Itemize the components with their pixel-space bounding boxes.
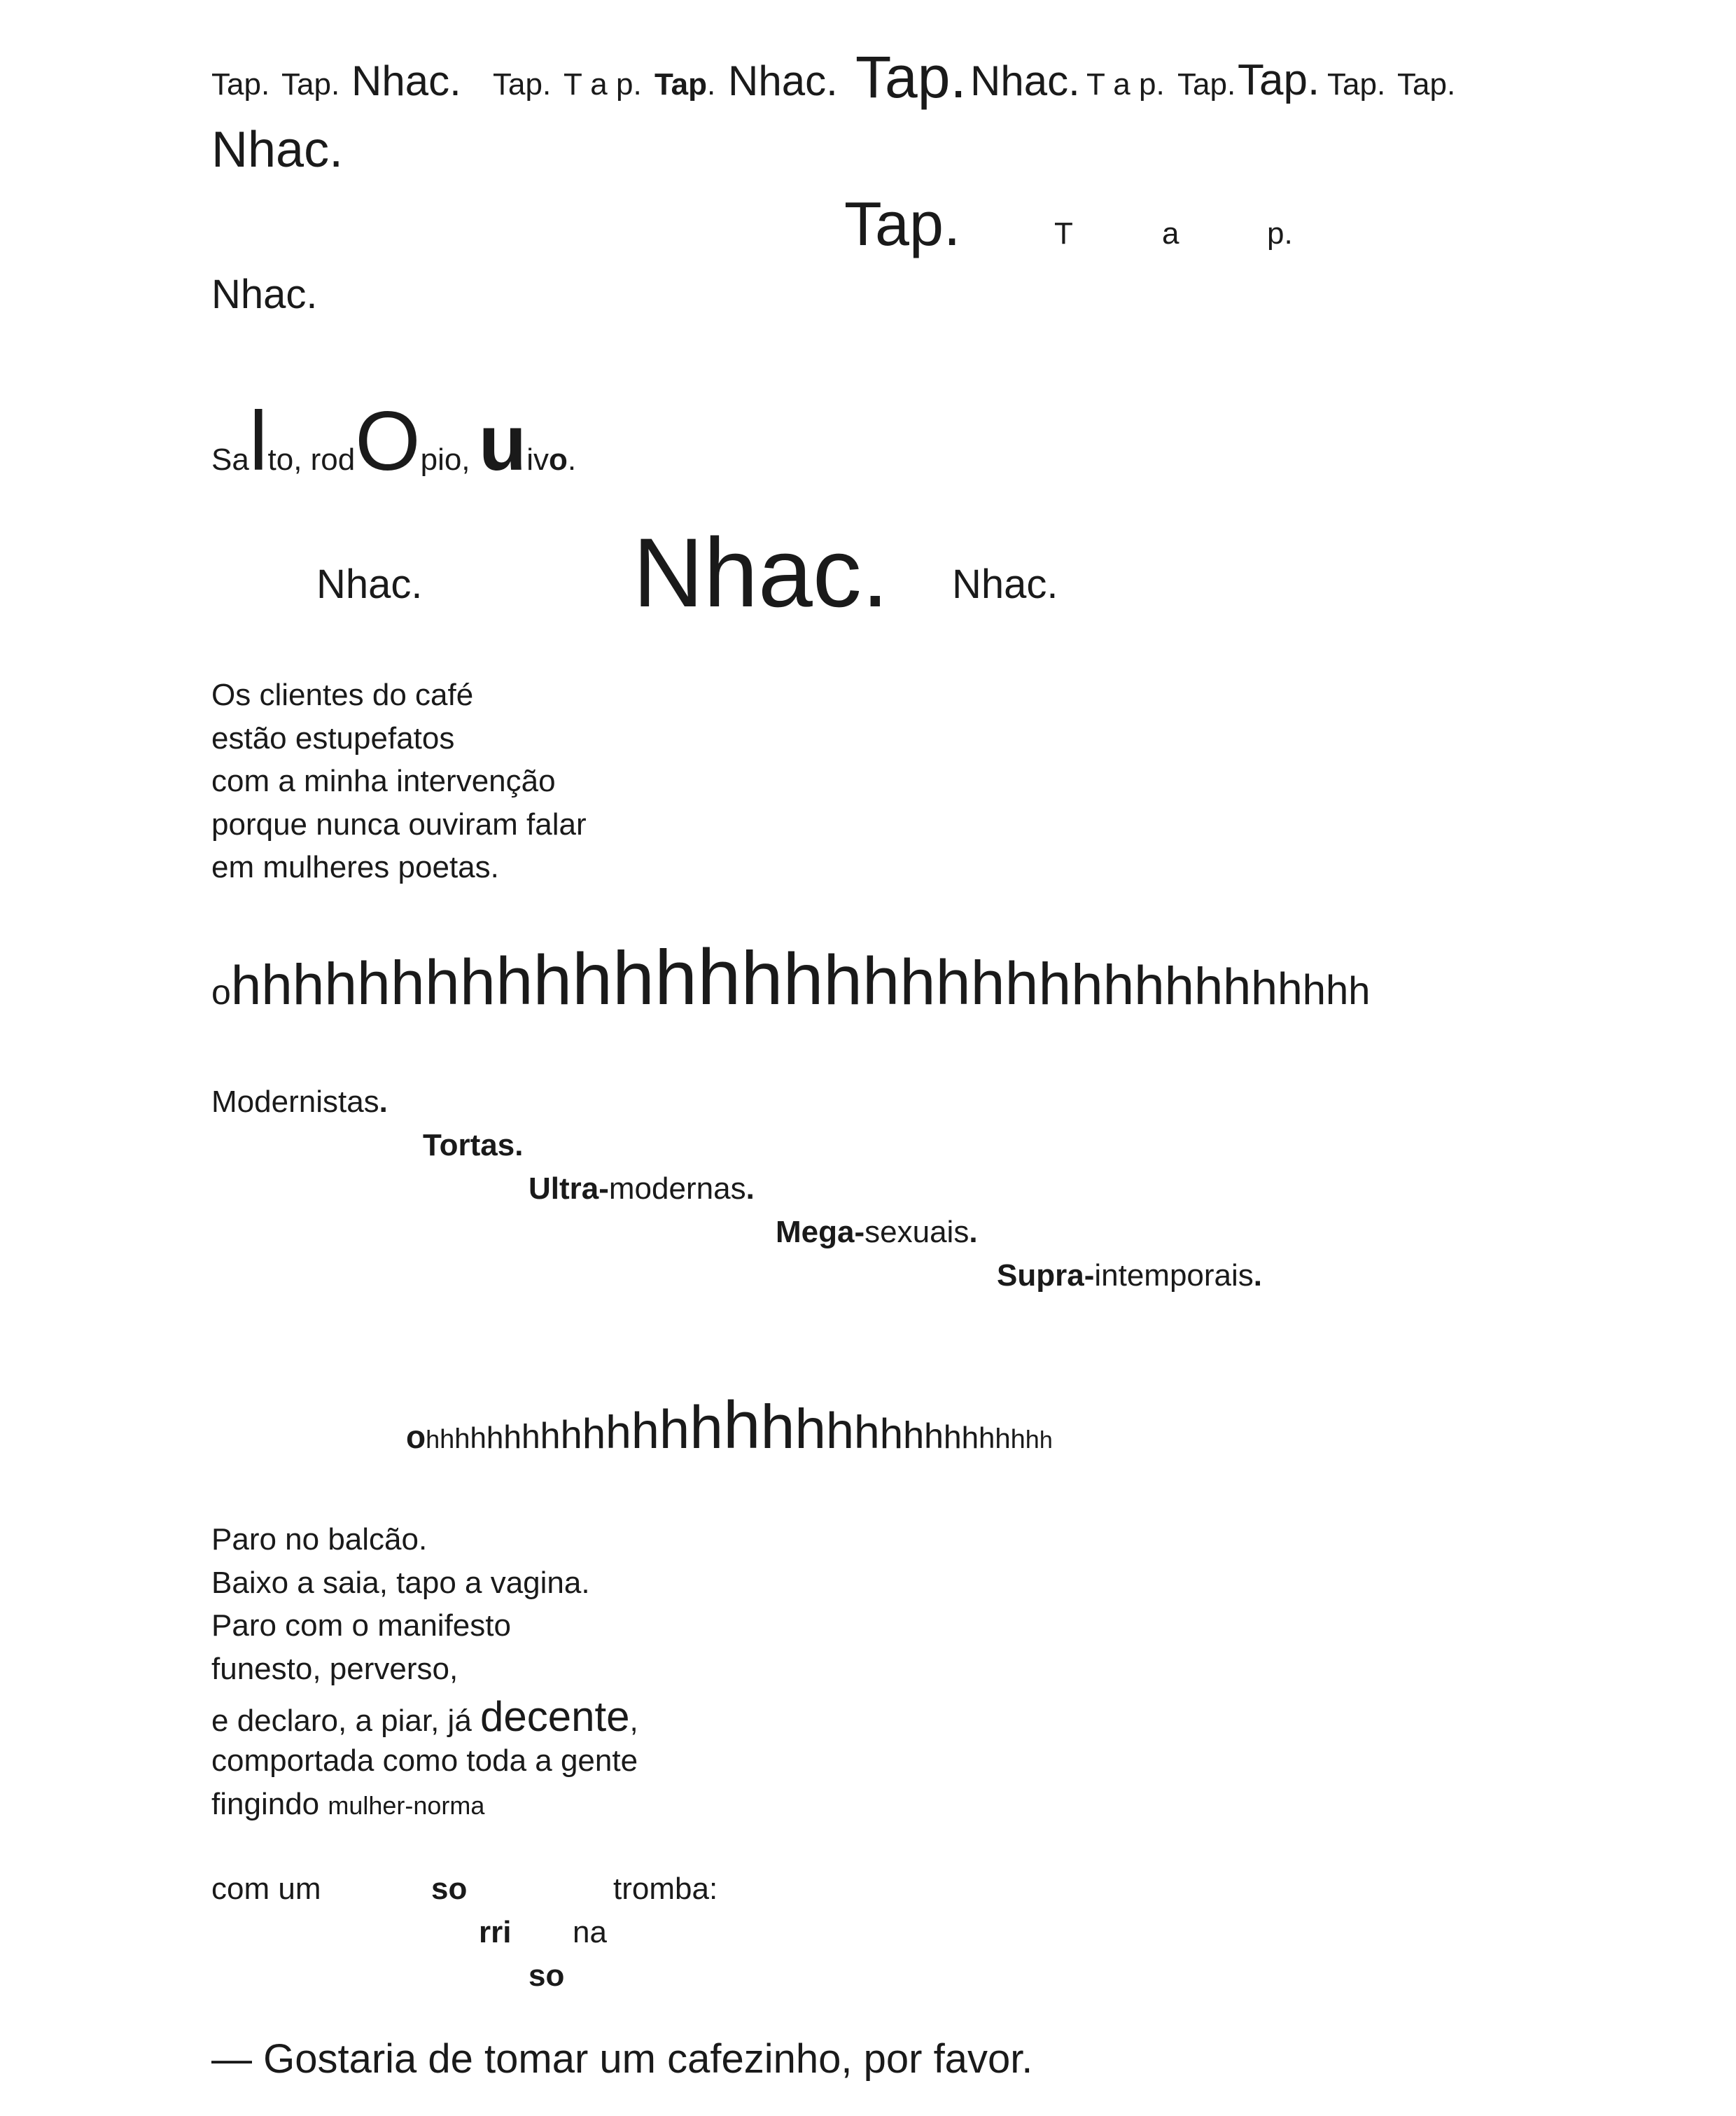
so-fragment: so: [528, 1958, 565, 1993]
oh-h-letter: h: [454, 1424, 470, 1454]
oh-h-letter: h: [823, 941, 863, 1019]
oh-first-letter: o: [211, 973, 231, 1012]
descent-line-mega: Mega-sexuais.: [776, 1215, 978, 1249]
oh-h-letter: h: [995, 1424, 1011, 1454]
nhac-word: Nhac.: [952, 562, 1058, 607]
oh-h-letter: h: [1302, 966, 1326, 1013]
nhac-word: Nhac.: [351, 57, 461, 104]
tap-word: Tap.: [211, 67, 270, 102]
tap-spaced-word: T a p.: [564, 67, 642, 102]
oh-h-letter: h: [540, 1416, 561, 1456]
oh-h-letter: h: [723, 1388, 761, 1463]
oh-h-letter: h: [606, 1406, 631, 1458]
tap-scattered-letter: p.: [1267, 216, 1293, 251]
oh-h-letter: h: [741, 935, 783, 1020]
verse-line: em mulheres poetas.: [211, 850, 499, 884]
tap-scattered-letter: T: [1054, 216, 1073, 251]
verse-line: porque nunca ouviram falar: [211, 807, 587, 842]
oh-h-letter: h: [261, 954, 293, 1016]
na-word: na: [573, 1915, 607, 1949]
oh-h-letter: h: [459, 947, 496, 1018]
oh-h-letter: h: [899, 947, 936, 1018]
nhac-huge-word: Nhac.: [633, 517, 889, 627]
oh-h-letter: h: [1325, 968, 1349, 1013]
tap-word: Tap.: [1397, 67, 1456, 102]
oh-crescendo-2: [406, 1388, 1053, 1463]
oh-h-letter: h: [486, 1421, 504, 1455]
oh-h-letter: h: [533, 941, 573, 1019]
oh-h-letter: h: [1223, 959, 1252, 1015]
oh-h-letter: h: [862, 944, 900, 1019]
oh-h-letter: h: [794, 1398, 826, 1460]
tap-word: Tap.: [493, 67, 552, 102]
oh-h-letter: h: [572, 939, 612, 1020]
com-um: com um: [211, 1872, 321, 1906]
oh-h-letter: h: [1164, 956, 1194, 1016]
oh-h-letter: h: [1134, 954, 1165, 1016]
nhac-word: Nhac.: [211, 122, 344, 178]
nhac-word: Nhac.: [211, 272, 318, 317]
tap-medium-word: Tap.: [1238, 56, 1320, 104]
oh-h-letter: h: [760, 1392, 795, 1461]
oh-h-letter: h: [503, 1419, 522, 1455]
verse-line: comportada como toda a gente: [211, 1743, 638, 1778]
descent-line-supra: Supra-intemporais.: [997, 1258, 1263, 1293]
stanza-balcao: [211, 1518, 638, 1827]
oh-h-letter: h: [324, 951, 358, 1017]
oh-h-letter: h: [426, 1425, 440, 1454]
oh-h-letter: h: [230, 954, 262, 1016]
verse-line: Baixo a saia, tapo a vagina.: [211, 1565, 590, 1600]
oh-h-letter: h: [612, 935, 654, 1020]
oh-h-letter: h: [1071, 953, 1103, 1017]
descent-line-tortas: Tortas.: [423, 1128, 524, 1162]
oh-first-letter: o: [406, 1419, 426, 1455]
tap-spaced-word: T a p.: [1086, 67, 1165, 102]
nhac-word: Nhac.: [316, 562, 423, 607]
oh-h-letter: h: [1251, 961, 1278, 1015]
oh-h-letter: h: [1038, 951, 1072, 1017]
so-fragment: so: [431, 1872, 468, 1906]
oh-h-letter: h: [879, 1410, 904, 1457]
descent-line-ultra: Ultra-modernas.: [528, 1171, 755, 1206]
oh-h-letter: h: [560, 1412, 582, 1456]
oh-h-letter: h: [979, 1421, 995, 1454]
descent-line-modernistas: Modernistas.: [211, 1085, 388, 1119]
oh-h-letter: h: [659, 1398, 690, 1460]
oh-h-letter: h: [924, 1417, 944, 1456]
oh-h-letter: h: [1025, 1425, 1040, 1454]
oh-h-letter: h: [1348, 968, 1371, 1012]
oh-h-letter: h: [1010, 1425, 1026, 1454]
verse-line: Paro no balcão.: [211, 1522, 428, 1557]
oh-h-letter: h: [496, 944, 533, 1019]
mulher-norma-small: mulher-norma: [328, 1790, 485, 1820]
rri-fragment: rri: [479, 1915, 512, 1949]
oh-h-letter: h: [783, 939, 824, 1020]
verse-line: estão estupefatos: [211, 721, 455, 756]
oh-h-letter: h: [424, 948, 460, 1018]
stanza-cafe-clients: [211, 674, 587, 889]
oh-h-letter: h: [631, 1403, 659, 1459]
oh-crescendo-1: [211, 933, 1371, 1021]
verse-line: e declaro, a piar, já decente,: [211, 1693, 638, 1740]
tromba-word: tromba:: [613, 1872, 718, 1906]
oh-h-letter: h: [470, 1421, 486, 1454]
oh-h-letter: h: [582, 1410, 606, 1457]
oh-h-letter: h: [935, 948, 971, 1018]
verse-line: com a minha intervenção: [211, 764, 556, 798]
oh-h-letter: h: [440, 1425, 455, 1454]
oh-h-letter: h: [1194, 957, 1224, 1015]
verse-line: fingindo mulher-norma: [211, 1786, 485, 1821]
oh-h-letter: h: [1039, 1427, 1053, 1454]
nhac-word: Nhac.: [970, 57, 1080, 104]
tap-word: Tap.: [281, 67, 340, 102]
oh-h-letter: h: [697, 933, 741, 1021]
oh-h-letter: h: [970, 948, 1005, 1017]
oh-h-letter: h: [825, 1403, 855, 1459]
tap-bold-word: Tap.: [654, 67, 716, 102]
decente-word: decente: [480, 1693, 630, 1740]
oh-h-letter: h: [1277, 963, 1303, 1014]
oh-h-letter: h: [292, 953, 325, 1017]
oh-h-letter: h: [1004, 950, 1039, 1017]
tap-large-word: Tap.: [855, 44, 967, 110]
nhac-word: Nhac.: [728, 57, 838, 104]
verse-line: Paro com o manifesto: [211, 1608, 511, 1643]
oh-h-letter: h: [654, 935, 698, 1021]
oh-h-letter: h: [521, 1419, 540, 1456]
tap-scattered-letter: a: [1162, 216, 1180, 251]
oh-h-letter: h: [961, 1421, 979, 1455]
oh-h-letter: h: [1102, 954, 1135, 1016]
oh-h-letter: h: [390, 948, 425, 1017]
tap-word: Tap.: [1327, 67, 1386, 102]
final-dialogue-line: — Gostaria de tomar um cafezinho, por favor.: [211, 2036, 1033, 2082]
oh-h-letter: h: [357, 950, 391, 1017]
verse-line: funesto, perverso,: [211, 1651, 458, 1686]
oh-h-letter: h: [943, 1419, 962, 1455]
tap-word: Tap.: [1177, 67, 1236, 102]
oh-h-letter: h: [854, 1406, 880, 1458]
verse-line: Os clientes do café: [211, 678, 474, 712]
oh-h-letter: h: [690, 1394, 724, 1461]
tap-large-word: Tap.: [844, 189, 961, 258]
oh-h-letter: h: [903, 1414, 925, 1456]
